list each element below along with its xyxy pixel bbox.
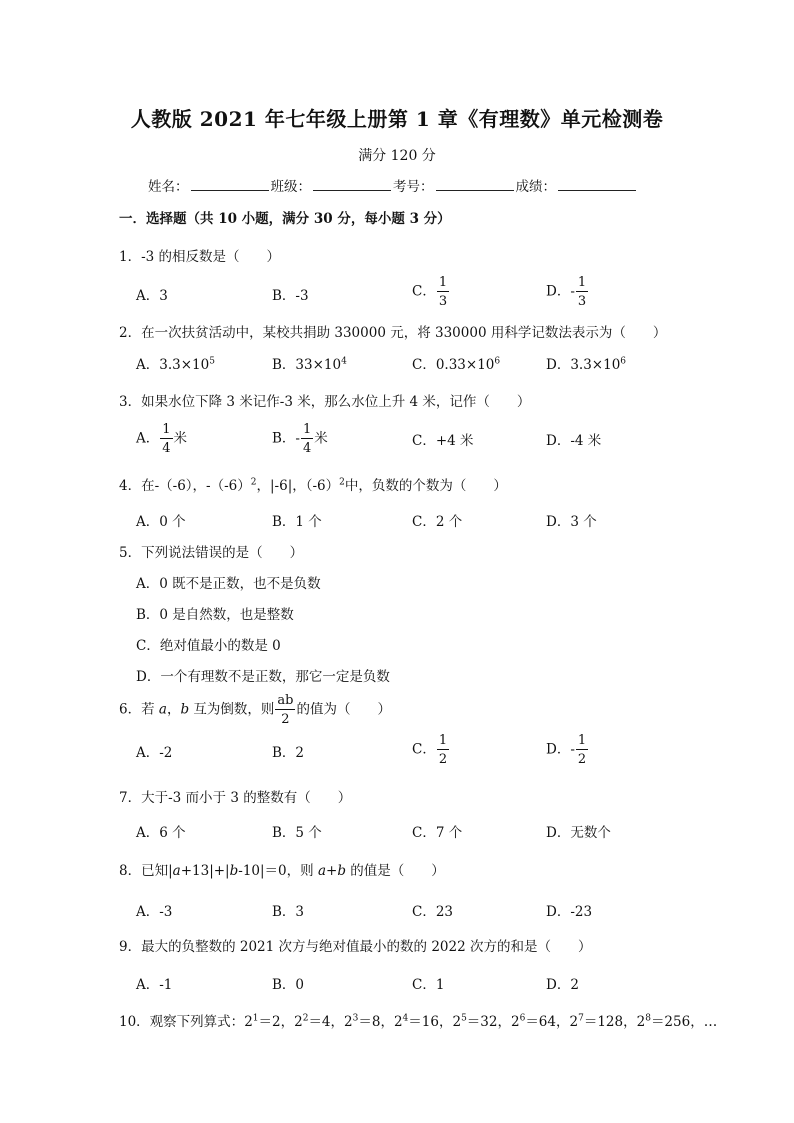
score-blank[interactable] (558, 178, 636, 191)
question-9: 9．最大的负整数的 2021 次方与绝对值最小的数的 2022 次方的和是（ ） (119, 939, 592, 955)
q9-option-d: D．2 (546, 977, 579, 993)
q3-option-a: A． $\frac{1}{4}$ 米 (136, 422, 188, 456)
q8-option-a: A．-3 (136, 904, 173, 920)
q4-option-c: C．2 个 (412, 514, 463, 530)
exam-number-label: 考号： (393, 179, 434, 195)
name-blank[interactable] (191, 178, 269, 191)
q4-option-a: A．0 个 (136, 514, 186, 530)
exam-number-blank[interactable] (436, 178, 514, 191)
q4-option-b: B．1 个 (272, 514, 322, 530)
class-label: 班级： (270, 179, 311, 195)
q7-option-a: A．6 个 (136, 825, 186, 841)
q7-option-c: C．7 个 (412, 825, 463, 841)
q6-option-a: A．-2 (136, 745, 173, 761)
q5-option-d: D．一个有理数不是正数，那它一定是负数 (136, 669, 390, 685)
q8-option-c: C．23 (412, 904, 454, 920)
fraction: $\frac{1}{3}$ (438, 275, 448, 309)
q3-option-d: D．-4 米 (546, 433, 602, 449)
question-10: 10．观察下列算式：$2^1=2$，$2^2=4$，$2^3=8$，$2^4=16$，$2^5=32$，$2^6=64$，$2^7=128$，$2^8=256$，… (119, 1013, 718, 1030)
class-blank[interactable] (313, 178, 391, 191)
q6-option-c: C． $\frac{1}{2}$ (412, 733, 448, 767)
q6-option-b: B．2 (272, 745, 305, 761)
q2-option-a: A．$3.3\times 10^5$ (136, 356, 215, 373)
q1-option-d: D．- $\frac{1}{3}$ (546, 275, 587, 309)
q3-option-c: C．+4 米 (412, 433, 474, 449)
question-6: 6．若 a，b 互为倒数，则 $\frac{ab}{2}$ 的值为（ ） (119, 693, 391, 727)
q5-option-a: A．0 既不是正数，也不是负数 (136, 576, 321, 592)
q2-option-c: C．$0.33\times 10^6$ (412, 356, 501, 373)
score-label: 成绩： (515, 179, 556, 195)
q9-option-b: B．0 (272, 977, 305, 993)
fraction: $\frac{ab}{2}$ (277, 693, 294, 727)
q3-option-b: B．- $\frac{1}{4}$ 米 (272, 422, 328, 456)
question-4: 4．在-（-6），$-(-6)^2$，|-6|，$(-6)^2$中，负数的个数为（ ） (119, 477, 507, 494)
fraction: $\frac{1}{4}$ (162, 422, 171, 456)
q9-option-c: C．1 (412, 977, 445, 993)
fraction: $\frac{1}{3}$ (577, 275, 587, 309)
q8-option-b: B．3 (272, 904, 305, 920)
question-1: 1．-3 的相反数是（ ） (119, 249, 281, 265)
q6-option-d: D．- $\frac{1}{2}$ (546, 733, 587, 767)
q8-option-d: D．-23 (546, 904, 593, 920)
q5-option-c: C．绝对值最小的数是 0 (136, 638, 281, 654)
q1-option-b: B．-3 (272, 288, 309, 304)
q7-option-d: D．无数个 (546, 825, 611, 841)
q2-option-b: B．$33\times 10^4$ (272, 356, 347, 373)
fraction: $\frac{1}{2}$ (577, 733, 587, 767)
q1-option-a: A．3 (136, 288, 168, 304)
q2-option-d: D．$3.3\times 10^6$ (546, 356, 627, 373)
q5-option-b: B．0 是自然数，也是整数 (136, 607, 294, 623)
question-3: 3．如果水位下降 3 米记作-3 米，那么水位上升 4 米，记作（ ） (119, 394, 531, 410)
question-7: 7．大于-3 而小于 3 的整数有（ ） (119, 790, 352, 806)
q1-option-c: C． $\frac{1}{3}$ (412, 275, 448, 309)
name-label: 姓名： (148, 179, 189, 195)
full-score: 满分 120 分 (358, 148, 436, 164)
section-heading: 一．选择题（共 10 小题，满分 30 分，每小题 3 分） (119, 211, 451, 227)
fraction: $\frac{1}{4}$ (302, 422, 312, 456)
question-5: 5．下列说法错误的是（ ） (119, 545, 304, 561)
fraction: $\frac{1}{2}$ (438, 733, 448, 767)
question-2: 2．在一次扶贫活动中，某校共捐助 330000 元，将 330000 用科学记数法表示为（ ） (119, 325, 667, 341)
question-8: 8．已知|a+13|+|b-10|＝0，则 a+b 的值是（ ） (119, 863, 445, 879)
q9-option-a: A．-1 (136, 977, 173, 993)
q4-option-d: D．3 个 (546, 514, 597, 530)
student-info-row (148, 175, 638, 195)
q7-option-b: B．5 个 (272, 825, 322, 841)
exam-title: 人教版 2021 年七年级上册第 1 章《有理数》单元检测卷 (130, 107, 664, 131)
